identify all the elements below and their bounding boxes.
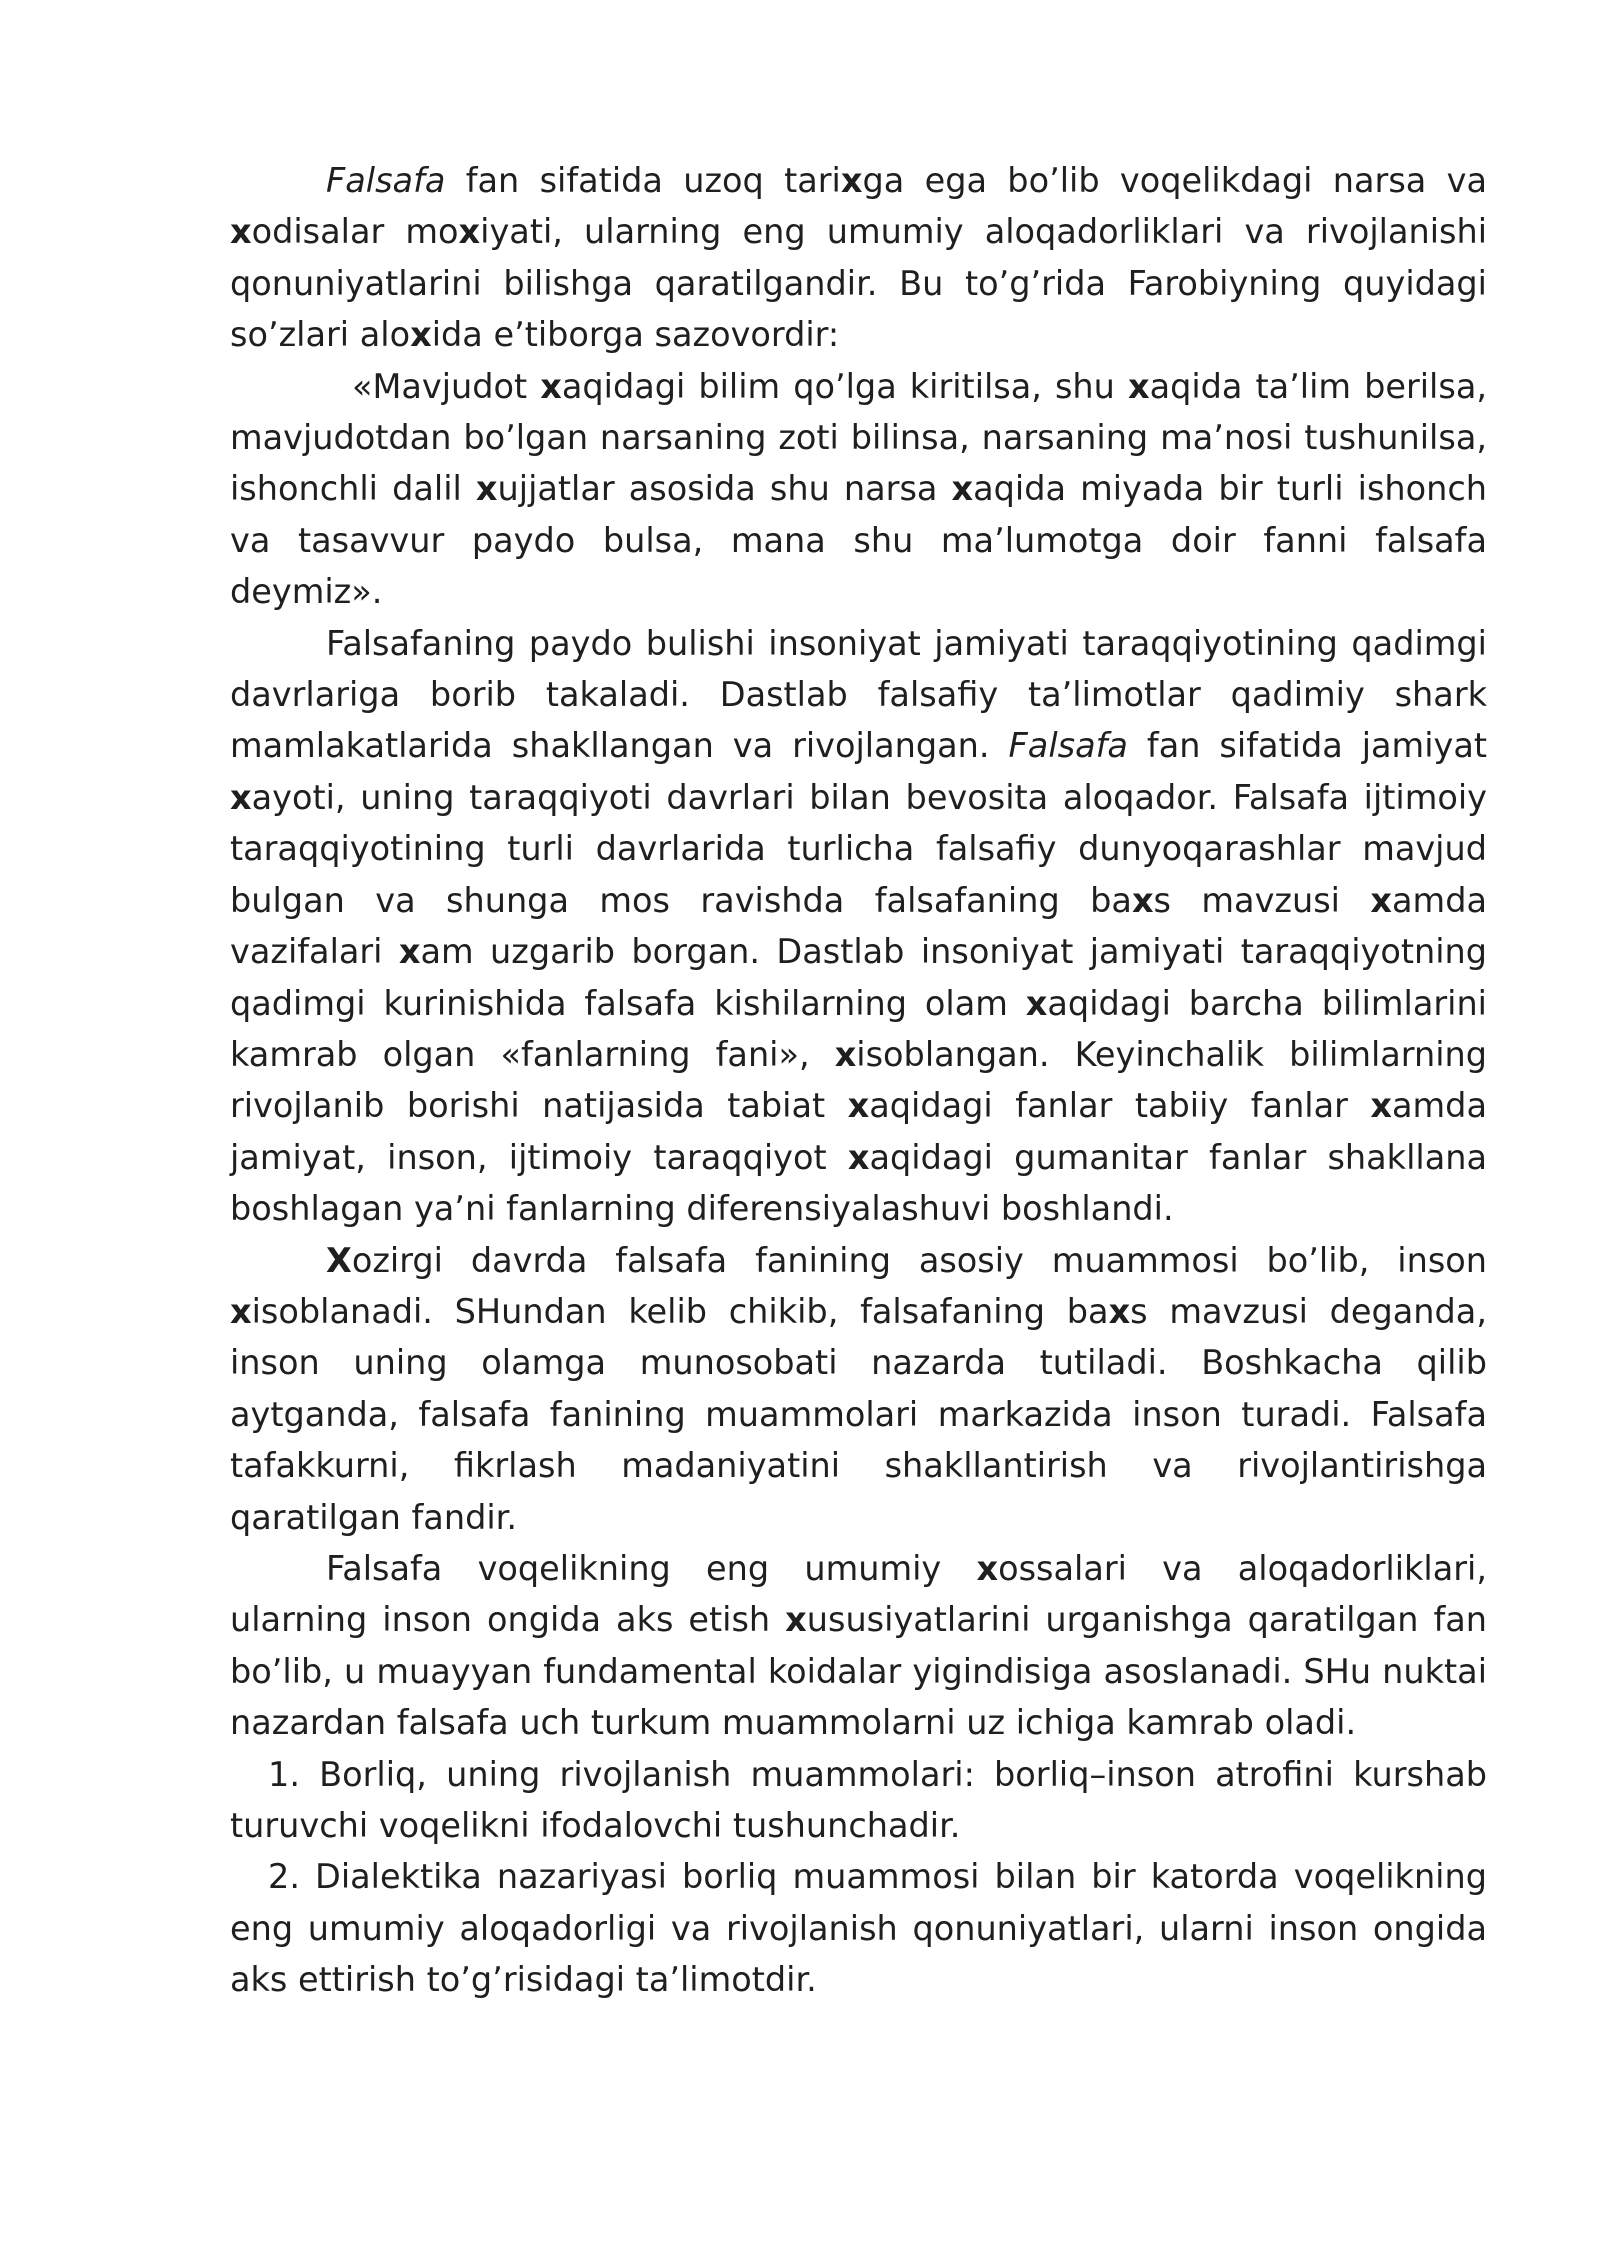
bold-text-run: x bbox=[1127, 366, 1150, 406]
text-run: ida e’tiborga sazovordir: bbox=[431, 315, 840, 355]
text-run: s mavzusi bbox=[1153, 880, 1371, 920]
bold-text-run: x bbox=[1370, 1086, 1393, 1126]
text-run: ozirgi davrda falsafa fanining asosiy muammosi bo’lib, inson bbox=[351, 1240, 1487, 1280]
bold-text-run: x bbox=[785, 1600, 807, 1640]
bold-text-run: x bbox=[847, 1137, 870, 1177]
text-run: ayoti, uning taraqqiyoti davrlari bilan bevosita aloqador. Falsafa ijtimoiy taraqqiyotining turli davrlarida turlicha falsafiy dunyoqarashlar mavjud bulgan va shunga mos ravishda falsafaning ba bbox=[230, 777, 1487, 920]
text-run: ususiyatlarini urganishga qaratilgan fan bo’lib, u muayyan fundamental koidalar yigindisiga asoslanadi. SHu nuktai nazardan falsafa uch turkum muammolarni uz ichiga kamrab oladi. bbox=[230, 1600, 1487, 1743]
bold-text-run: x bbox=[1108, 1291, 1131, 1331]
text-run: «Mavjudot bbox=[352, 366, 541, 406]
bold-text-run: x bbox=[540, 366, 562, 406]
text-run: aqidagi fanlar tabiiy fanlar bbox=[869, 1086, 1371, 1126]
body-paragraph bbox=[230, 155, 1487, 361]
text-run: aqida miyada bir turli ishonch va tasavvur paydo bulsa, mana shu ma’lumotga doir fanni falsafa deymiz». bbox=[230, 469, 1488, 612]
list-item bbox=[230, 1851, 1487, 2005]
italic-text-run: Falsafa bbox=[326, 161, 446, 200]
bold-text-run: X bbox=[326, 1240, 352, 1280]
text-run: odisalar mo bbox=[251, 212, 459, 252]
text-run: Falsafa voqelikning eng umumiy bbox=[326, 1548, 977, 1588]
text-run: fan sifatida uzoq tari bbox=[445, 161, 841, 200]
bold-text-run: x bbox=[847, 1086, 870, 1126]
text-run: amda jamiyat, inson, ijtimoiy taraqqiyot bbox=[230, 1086, 1487, 1177]
body-paragraph bbox=[230, 1235, 1487, 1543]
bold-text-run: x bbox=[398, 932, 421, 972]
bold-text-run: x bbox=[1131, 880, 1154, 920]
body-paragraph bbox=[230, 1543, 1487, 1749]
text-run: Falsafaning paydo bulishi insoniyat jamiyati taraqqiyotining qadimgi davrlariga borib takaladi. Dastlab falsafiy ta’limotlar qadimiy shark mamlakatlarida shakllangan va rivojlangan. bbox=[230, 623, 1487, 766]
text-run: aqida ta’lim berilsa, mavjudotdan bo’lgan narsaning zoti bilinsa, narsaning ma’nosi tushunilsa, ishonchli dalil bbox=[230, 366, 1487, 509]
bold-text-run: x bbox=[840, 161, 863, 200]
document-page bbox=[230, 155, 1487, 2006]
text-run: ujjatlar asosida shu narsa bbox=[497, 469, 952, 509]
text-run: amda vazifalari bbox=[230, 880, 1487, 972]
text-run: isoblangan. Keyinchalik bilimlarning rivojlanib borishi natijasida tabiat bbox=[230, 1034, 1488, 1126]
quote-paragraph bbox=[230, 361, 1487, 618]
italic-text-run: Falsafa bbox=[1008, 726, 1128, 766]
text-run: ga ega bo’lib voqelikdagi narsa va bbox=[862, 161, 1487, 200]
bold-text-run: x bbox=[834, 1034, 857, 1074]
bold-text-run: x bbox=[475, 469, 498, 509]
bold-text-run: x bbox=[230, 212, 252, 252]
bold-text-run: x bbox=[230, 1291, 252, 1331]
text-run: am uzgarib borgan. Dastlab insoniyat jamiyati taraqqiyotning qadimgi kurinishida falsafa kishilarning olam bbox=[230, 932, 1487, 1023]
text-run: 1. Borliq, uning rivojlanish muammolari: borliq–inson atrofini kurshab turuvchi voqelikni ifodalovchi tushunchadir. bbox=[230, 1754, 1487, 1845]
text-run: aqidagi gumanitar fanlar shakllana boshlagan ya’ni fanlarning diferensiyalashuvi boshlandi. bbox=[230, 1137, 1487, 1229]
bold-text-run: x bbox=[1370, 880, 1393, 920]
list-item bbox=[230, 1749, 1487, 1852]
text-run: aqidagi bilim qo’lga kiritilsa, shu bbox=[561, 366, 1128, 406]
bold-text-run: x bbox=[976, 1548, 999, 1588]
bold-text-run: x bbox=[230, 777, 252, 817]
bold-text-run: x bbox=[1025, 983, 1048, 1023]
text-run: fan sifatida jamiyat bbox=[1127, 726, 1487, 766]
bold-text-run: x bbox=[951, 469, 974, 509]
text-run: aqidagi barcha bilimlarini kamrab olgan «fanlarning fani», bbox=[230, 983, 1487, 1074]
text-run: s mavzusi deganda, inson uning olamga munosobati nazarda tutiladi. Boshkacha qilib aytganda, falsafa fanining muammolari markazida inson turadi. Falsafa tafakkurni, fikrlash madaniyatini shakllantirish va rivojlantirishga qaratilgan fandir. bbox=[230, 1291, 1487, 1537]
bold-text-run: x bbox=[458, 212, 481, 252]
body-paragraph bbox=[230, 618, 1487, 1235]
text-run: ossalari va aloqadorliklari, ularning inson ongida aks etish bbox=[230, 1548, 1487, 1640]
text-run: 2. Dialektika nazariyasi borliq muammosi bilan bir katorda voqelikning eng umumiy aloqadorligi va rivojlanish qonuniyatlari, ularni inson ongida aks ettirish to’g’risidagi ta’limotdir. bbox=[230, 1857, 1487, 2000]
bold-text-run: x bbox=[410, 315, 432, 355]
text-run: isoblanadi. SHundan kelib chikib, falsafaning ba bbox=[251, 1291, 1109, 1331]
text-run: iyati, ularning eng umumiy aloqadorliklari va rivojlanishi qonuniyatlarini bilishga qaratilgandir. Bu to’g’rida Farobiyning quyidagi so’zlari alo bbox=[230, 212, 1488, 355]
